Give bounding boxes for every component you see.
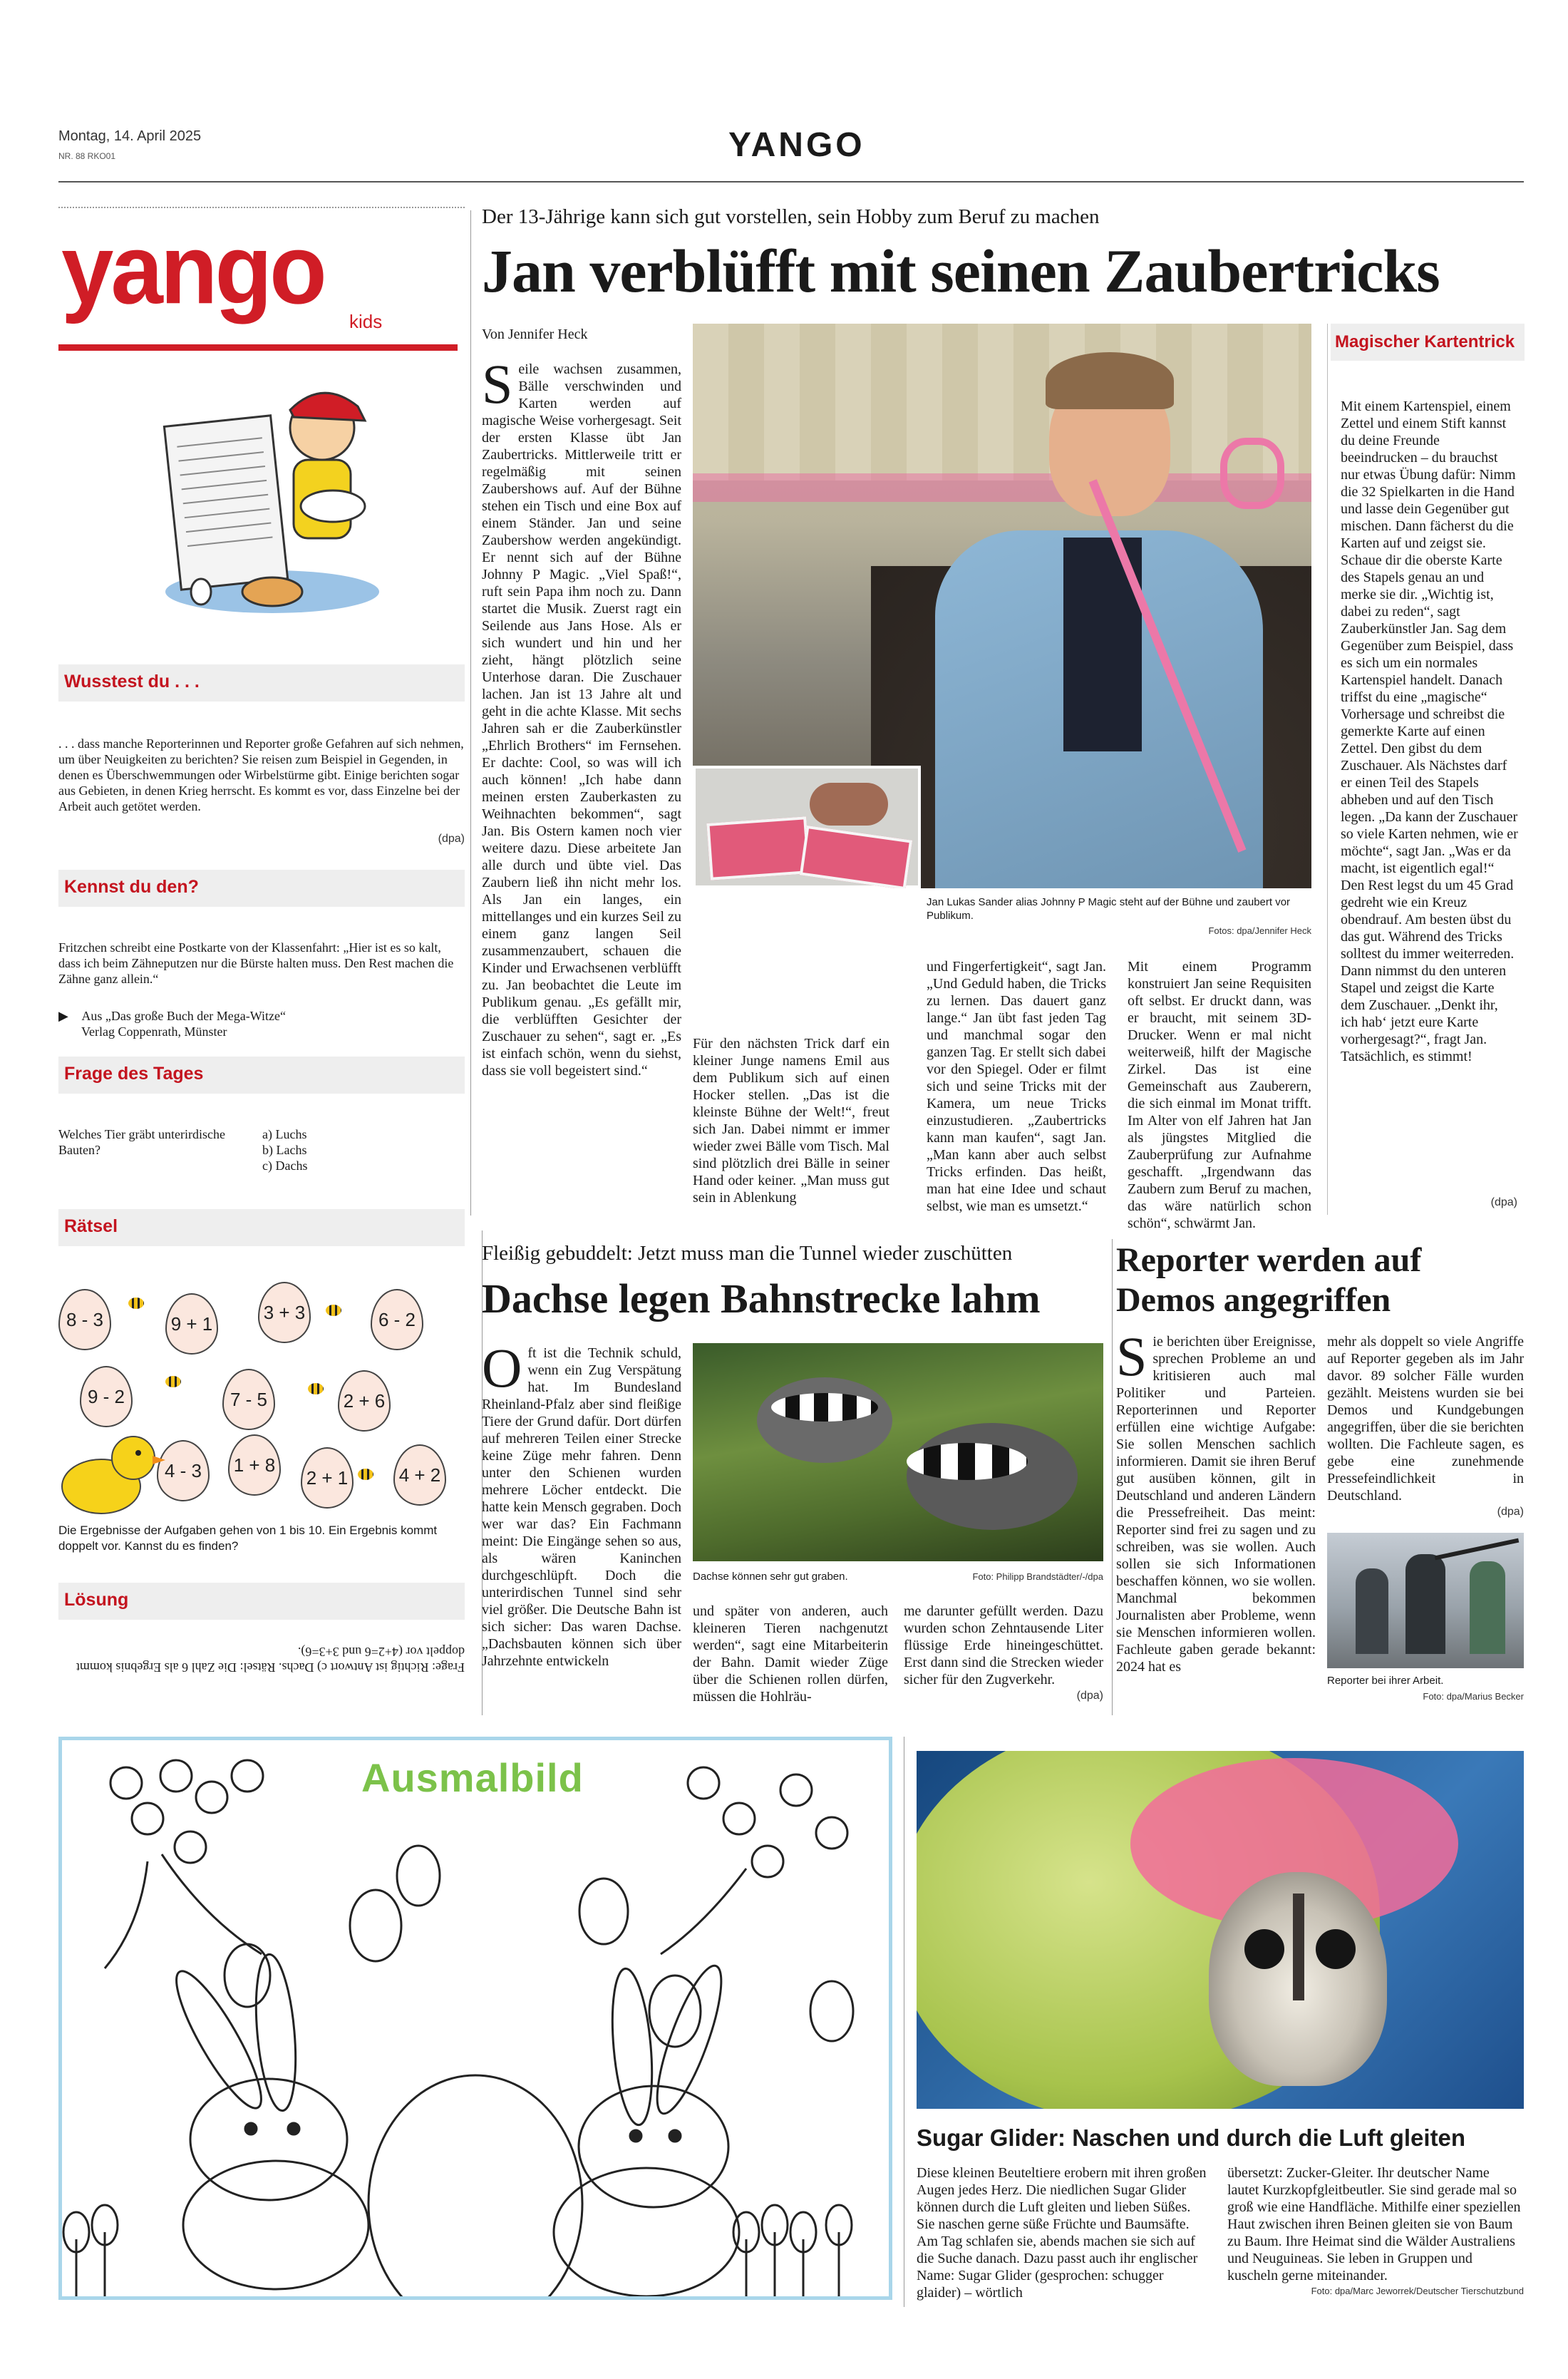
reporter-photo [1327, 1533, 1524, 1668]
main-dropcap: S [482, 361, 513, 415]
kennst-source-1: Aus „Das große Buch der Mega-Witze“ [81, 1009, 287, 1023]
badger-col3: me darunter gefüllt werden. Dazu wurden schon Zehntausende Liter flüssige Erde hineingeschüttet. Erst dann sind die Strecken wieder sicher für den Zugverkehr. [904, 1603, 1103, 1687]
coloring-title: Ausmalbild [361, 1755, 584, 1800]
main-photo-credit: Fotos: dpa/Jennifer Heck [1208, 925, 1311, 936]
badger-photo-caption: Dachse können sehr gut graben. [693, 1571, 848, 1583]
card-trick-credit: (dpa) [1490, 1196, 1517, 1208]
sidebar [58, 207, 465, 1675]
bee-icon [308, 1383, 324, 1394]
header-section: YANGO [728, 126, 865, 164]
inset-photo-cards [693, 766, 921, 888]
badger-credit: (dpa) [1076, 1690, 1103, 1702]
kennst-source [58, 1008, 465, 1039]
main-photo [693, 324, 1311, 888]
main-col3: und Fingerfertigkeit“, sagt Jan. „Und Geduld haben, die Tricks zu lernen. Das dauert ganz lange.“ Jan übt fast jeden Tag und manchmal sogar den ganzen Tag. Er stellt sich dabei vor den Spiegel. Oder er filmt sich und seine Tricks mit der Kamera, um neue Tricks einzustudieren. „Zaubertricks kann man kaufen“, sagt Jan. „Man kann aber auch selbst Tricks erfinden. Das heißt, man hat eine Idee und schaut selbst, wie man es umsetzt.“ [927, 959, 1106, 1214]
reporter-col1 [1116, 1333, 1316, 1711]
card-trick-box [1327, 324, 1524, 1215]
bee-icon [326, 1305, 341, 1316]
main-col1-text: eile wachsen zusammen, Bälle verschwinden und Karten werden auf magische Weise vorhergesagt. Seit der ersten Klasse übt Jan Zaubertricks. Mittlerweile tritt er regelmäßig mit seinen Zaubershows auf. Auf der Bühne stehen ein Tisch und eine Box auf einem Ständer. Jan und seine Zaubershow werden angekündigt. Er nennt sich auf der Bühne Johnny P Magic. „Viel Spaß!“, ruft sein Papa ihm noch zu. Dann startet die Musik. Zuerst ragt ein Seilende aus Jans Hose. Als er sich wundert und hin und her zieht, hängt plötzlich seine Unterhose daran. Die Zuschauer lachen. Jan ist 13 Jahre alt und geht in die achte Klasse. Mit sechs Jahren sah er die Zauberkünstler „Ehrlich Brothers“ im Fernsehen. Er dachte: Cool, so was will ich auch können! „Ich habe dann meinen ersten Zauberkasten zu Weihnachten bekommen“, sagt Jan. Bis Ostern kamen noch vier weitere dazu. Diese arbeitete Jan alle durch und übte viel. Das Zaubern ließ ihn nicht mehr los. Als Jan ein langes, ein mittellanges und ein kurzes Seil zu einem ganz langen Seil zusammenzaubert, schauen die Kinder und Erwachsenen verblüfft zu. Jan beobachtet die Leute im Publikum genau. „Es gefällt mir, die verblüfften Gesichter der Zuschauer zu sehen“, sagt er. „Es ist einfach schön, wenn du siehst, dass sie voll begeistert sind.“ [482, 361, 681, 1079]
arrow-icon: ▶ [58, 1009, 68, 1023]
frage-option-a: a) Luchs [262, 1127, 307, 1141]
egg: 2 + 6 [338, 1370, 391, 1432]
raetsel-text: Die Ergebnisse der Aufgaben gehen von 1 bis 10. Ein Ergebnis kommt doppelt vor. Kannst du es finden? [58, 1524, 438, 1553]
badger-kicker: Fleißig gebuddelt: Jetzt muss man die Tunnel wieder zuschütten [482, 1242, 1013, 1265]
badger-photo [693, 1343, 1103, 1561]
loesung-text: Frage: Richtig ist Antwort c) Dachs. Rätsel: Die Zahl 6 als Ergebnis kommt doppelt vor (4+2=6 und 3+3=6). [76, 1645, 465, 1675]
egg: 3 + 3 [258, 1282, 311, 1343]
frage-option-c: c) Dachs [262, 1158, 308, 1173]
badger-col1 [482, 1345, 681, 1715]
header-issue: NR. 88 RKO01 [58, 151, 116, 161]
kennst-heading: Kennst du den? [58, 870, 465, 907]
egg: 4 + 2 [393, 1444, 446, 1506]
main-col1 [482, 361, 681, 1211]
main-headline: Jan verblüfft mit seinen Zaubertricks [482, 237, 1440, 305]
card-trick-heading: Magischer Kartentrick [1331, 324, 1525, 361]
reporter-headline: Reporter werden auf Demos angegriffen [1116, 1241, 1422, 1319]
kennst-source-2: Verlag Coppenrath, Münster [81, 1024, 227, 1039]
logo-rule [58, 344, 458, 351]
logo-sub: kids [349, 311, 383, 332]
bee-icon [128, 1298, 144, 1309]
egg: 7 - 5 [222, 1369, 275, 1430]
logo-word: yango [61, 214, 324, 324]
egg: 1 + 8 [228, 1434, 281, 1496]
easter-bunnies-drawing [62, 1740, 889, 2296]
badger-col2: und später von anderen, auch kleineren Tieren nachgenutzt werden“, sagt eine Mitarbeiterin der Bahn. Damit wieder Züge über die Schienen rollen dürfen, müssen die Hohlräu- [693, 1603, 888, 1705]
egg: 4 - 3 [157, 1440, 210, 1501]
badger-photo-credit: Foto: Philipp Brandstädter/-/dpa [972, 1571, 1103, 1582]
main-kicker: Der 13-Jährige kann sich gut vorstellen, sein Hobby zum Beruf zu machen [482, 205, 1100, 228]
egg: 6 - 2 [371, 1289, 423, 1350]
glider-col1: Diese kleinen Beuteltiere erobern mit ihren großen Augen jedes Herz. Die niedlichen Sugar Glider können durch die Luft gleiten und lieben Süßes. Sie naschen gerne süße Früchte und Baumsäfte. Am Tag schlafen sie, abends machen sie sich auf die Suche danach. Dazu passt auch ihr englischer Name: Sugar Glider (gesprochen: schugger glaider) – wörtlich [917, 2165, 1207, 2301]
bee-icon [358, 1469, 373, 1480]
reporter-col1-text: ie berichten über Ereignisse, sprechen Probleme an und kritisieren auch mal Politiker und Parteien. Reporterinnen und Reporter erfüllen eine wichtige Aufgabe: Sie sollen Menschen sachlich informieren. Damit sie ihren Beruf gut ausüben können, gilt in Deutschland und anderen Ländern die Pressefreiheit. Das meint: Reporter sind frei zu sagen und zu schreiben, was sie wollen. Auch sollen sie sich Informationen beschaffen können, wo sie wollen. Manchmal bekommen Journalisten aber Probleme, wenn sie Menschen informieren wollen. Fachleute gaben gerade bekannt: 2024 hat es [1116, 1334, 1316, 1675]
main-photo-caption: Jan Lukas Sander alias Johnny P Magic steht auf der Bühne und zaubert vor Publikum. [927, 896, 1291, 922]
yango-logo [61, 214, 446, 332]
raetsel-heading: Rätsel [58, 1209, 465, 1246]
raetsel-puzzle [58, 1276, 458, 1519]
header-date: Montag, 14. April 2025 [58, 128, 202, 144]
kennst-text: Fritzchen schreibt eine Postkarte von der Klassenfahrt: „Hier ist es so kalt, dass ich beim Zähneputzen nur die Bürste halten muss. Den Rest machen die Zähne ganz allein.“ [58, 940, 454, 986]
sugar-glider-photo [917, 1751, 1524, 2109]
bee-icon [165, 1376, 181, 1387]
reporter-photo-credit: Foto: dpa/Marius Becker [1423, 1691, 1524, 1702]
main-col2: Für den nächsten Trick darf ein kleiner Junge namens Emil aus dem Publikum sich auf einen Hocker stellen. „Das ist die kleinste Bühne der Welt!“, freut sich Jan. Dabei nimmt er immer wieder zwei Bälle vom Tisch. Mal sind plötzlich drei Bälle in seiner Hand oder keiner. „Man muss gut sein in Ablenkung [693, 1036, 889, 1206]
frage-options [262, 1126, 307, 1173]
coloring-page [58, 1737, 892, 2300]
page-header [58, 121, 1524, 183]
frage-question: Welches Tier gräbt unterirdische Bauten? [58, 1127, 225, 1157]
egg: 9 + 1 [165, 1293, 218, 1355]
glider-headline: Sugar Glider: Naschen und durch die Luft gleiten [917, 2124, 1466, 2151]
wusstest-heading: Wusstest du . . . [58, 664, 465, 702]
frage-heading: Frage des Tages [58, 1057, 465, 1094]
main-col4: Mit einem Programm konstruiert Jan seine Requisiten oft selbst. Er druckt dann, was er braucht, mit seinem 3D-Drucker. Wenn er mal nicht weiterweiß, hilft der Magische Zirkel. Das ist eine Gemeinschaft aus Zauberern, die sich einmal im Monat trifft. Im Alter von elf Jahren hat Jan als jüngstes Mitglied die Zauberprüfung zur Aufnahme geschafft. „Irgendwann das Zaubern zum Beruf zu machen, das wäre natürlich schon schön“, schwärmt Jan. [1128, 959, 1311, 1231]
badger-col1-text: ft ist die Technik schuld, wenn ein Zug Verspätung hat. Im Bundesland Rheinland-Pfalz aber sind fleißige Tiere der Grund dafür. Dort dürfen auf mehreren Teilen einer Strecke keine Züge mehr fahren. Denn unter den Schienen wurden mehrere Löcher entdeckt. Die hatte kein Mensch gegraben. Doch wer war das? Ein Fachmann meint: Die Eingänge sehen so aus, als wären Kaninchen durchgeschlüpft. Doch die unterirdischen Tunnel sind sehr viel größer. Die Deutsche Bahn ist sich sicher: Das waren Dachse. „Dachsbauten können sich über Jahrzehnte entwickeln [482, 1345, 681, 1669]
reporter-photo-caption: Reporter bei ihrer Arbeit. [1327, 1675, 1444, 1687]
wusstest-text: . . . dass manche Reporterinnen und Reporter große Gefahren auf sich nehmen, um über Neuigkeiten zu berichten? Sie reisen zum Beispiel in Gegenden, in denen es Überschwemmungen oder Wirbelstürme gibt. Einige berichten sogar aus Gebieten, in denen Krieg herrscht. Es kommt es vor, dass Einzelne bei der Arbeit auch getötet werden. [58, 736, 464, 813]
egg: 2 + 1 [301, 1447, 354, 1509]
badger-dropcap: O [482, 1345, 522, 1399]
wusstest-credit: (dpa) [438, 833, 465, 845]
main-byline: Von Jennifer Heck [482, 327, 588, 342]
egg: 9 - 2 [80, 1366, 133, 1427]
glider-credit: Foto: dpa/Marc Jeworrek/Deutscher Tierschutzbund [1311, 2286, 1524, 2296]
frage-option-b: b) Lachs [262, 1143, 307, 1157]
chick-illustration [58, 1426, 165, 1519]
column-divider [470, 210, 471, 1216]
egg: 8 - 3 [58, 1289, 111, 1350]
reporter-credit: (dpa) [1497, 1506, 1524, 1518]
reporter-dropcap: S [1116, 1333, 1147, 1387]
reporter-col2: mehr als doppelt so viele Angriffe auf Reporter gegeben als im Jahr davor. 89 solcher Fälle wurden gezählt. Meistens wurden sie bei Demos und Kundgebungen angegriffen, über die sie berichten wollten. Die Fachleute sagen, es gebe eine zunehmende Pressefeindlichkeit in Deutschland. [1327, 1334, 1524, 1504]
glider-col2: übersetzt: Zucker-Gleiter. Ihr deutscher Name lautet Kurzkopfgleitbeutler. Sie sind gerade mal so groß wie eine Handfläche. Mithilfe einer speziellen Haut zwischen ihren Beinen gleiten sie von Baum zu Baum. Ihre Heimat sind die Wälder Australiens und Neuguineas. Sie leben in Gruppen und kuscheln gerne miteinander. [1227, 2165, 1521, 2283]
loesung-heading: Lösung [58, 1583, 465, 1620]
newspaper-reader-illustration [151, 378, 386, 634]
badger-headline: Dachse legen Bahnstrecke lahm [482, 1275, 1041, 1322]
card-trick-text: Mit einem Kartenspiel, einem Zettel und einem Stift kannst du deine Freunde beeindrucken – du brauchst nur etwas Übung dafür: Nimm die 32 Spielkarten in die Hand und lasse dein Gegenüber gut mischen. Dann fächerst du die Karten auf und zeigst sie. Schaue dir die oberste Karte des Stapels genau an und merke sie dir. „Wichtig ist, dabei zu reden“, sagt Zauberkünstler Jan. Sag dem Gegenüber zum Beispiel, dass es sich um ein normales Kartenspiel handelt. Danach triffst du eine „magische“ Vorhersage und schreibst die gemerkte Karte auf einen Zettel. Den gibst du dem Zuschauer. Als Nächstes darf er einen Teil des Stapels abheben und auf den Tisch legen. „Da kann der Zuschauer so viele Karten nehmen, wie er möchte“, sagt Jan. „Was er da macht, ist eigentlich egal!“ Den Rest legst du um 45 Grad gedreht wie ein Kreuz obendrauf. Am besten übst du das gut. Während des Tricks solltest du immer weiterreden. Dann nimmst du den unteren Stapel und zeigst die Karte dem Zuschauer. „Denkt ihr, ich hab‘ jetzt eure Karte vorhergesagt?“, fragt Jan. Tatsächlich, es stimmt! [1341, 399, 1518, 1064]
